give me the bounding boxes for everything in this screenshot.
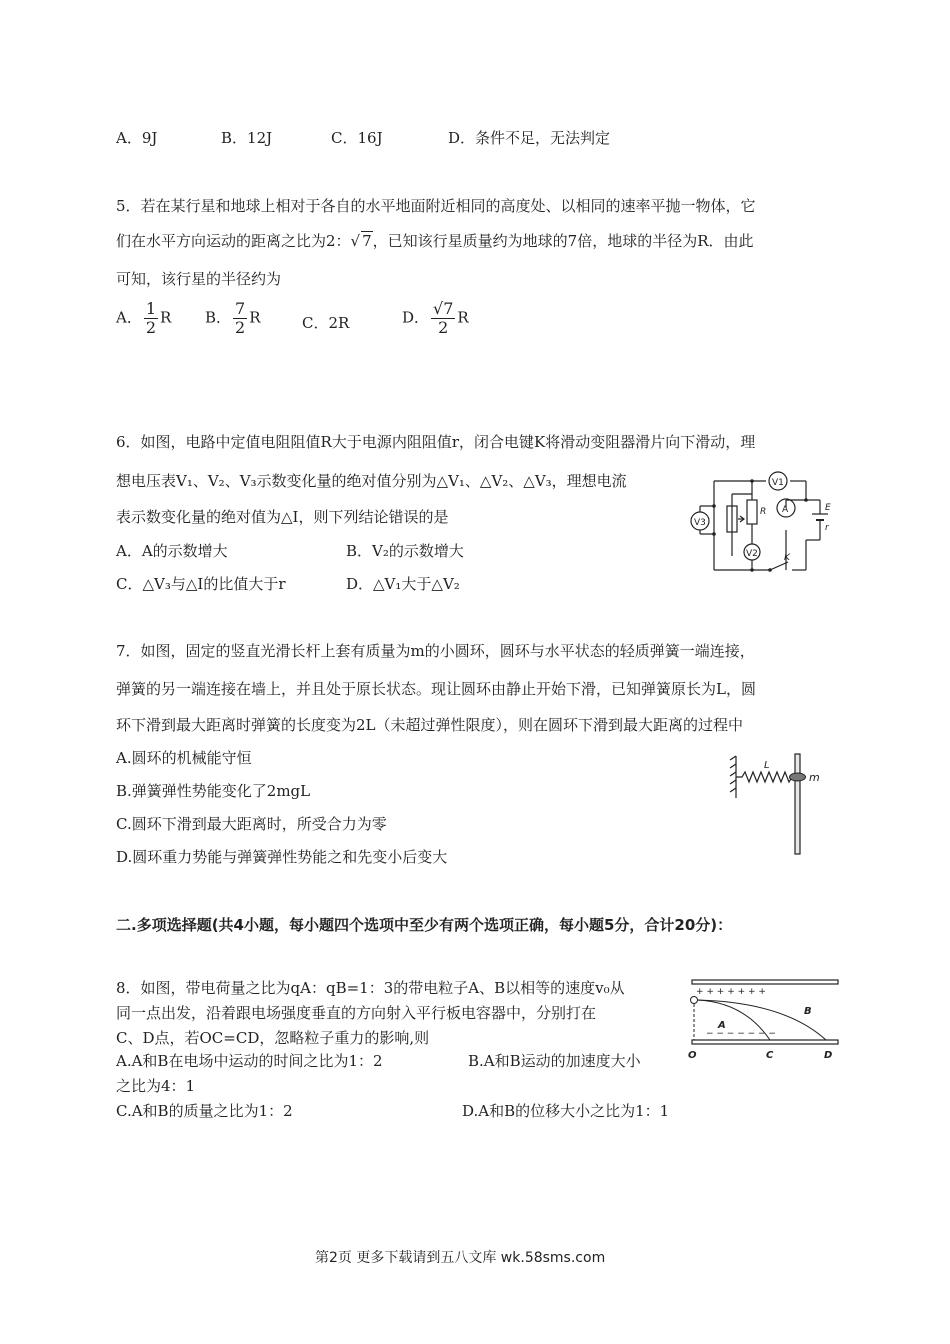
q5-line2-a: 们在水平方向运动的距离之比为2： bbox=[116, 232, 351, 250]
q5-opt-d-label: D． bbox=[402, 308, 430, 327]
q5-opt-d-den: 2 bbox=[438, 318, 449, 337]
q5-opt-b-label: B． bbox=[205, 308, 232, 327]
q8-line2: 同一点出发，沿着跟电场强度垂直的方向射入平行板电容器中，分别打在 bbox=[116, 1004, 597, 1022]
q6-resistor-label: R bbox=[760, 507, 767, 517]
q8-line1: 8．如图，带电荷量之比为qA：qB=1：3的带电粒子A、B以相等的速度v₀从 bbox=[116, 979, 625, 997]
q6-circuit-diagram bbox=[680, 464, 840, 579]
q8-label-a: A bbox=[718, 1020, 726, 1031]
q7-line2: 弹簧的另一端连接在墙上，并且处于原长状态。现让圆环由静止开始下滑，已知弹簧原长为L，圆 bbox=[116, 680, 756, 698]
q5-option-b bbox=[205, 300, 261, 337]
q7-mass-label: m bbox=[809, 771, 820, 784]
q7-option-b: B.弹簧弹性势能变化了2mgL bbox=[116, 782, 311, 800]
q5-opt-b-fraction bbox=[233, 300, 247, 337]
q6-emf-label: E bbox=[825, 503, 831, 513]
q5-opt-b-unit: R bbox=[249, 308, 261, 327]
q8-label-b: B bbox=[804, 1006, 812, 1017]
q7-option-c: C.圆环下滑到最大距离时，所受合力为零 bbox=[116, 815, 387, 833]
q6-line1: 6．如图，电路中定值电阻阻值R大于电源内阻阻值r，闭合电键K将滑动变阻器滑片向下滑动，理 bbox=[116, 433, 756, 451]
q5-opt-a-fraction bbox=[144, 300, 158, 337]
q8-option-b-part1: B.A和B运动的加速度大小 bbox=[468, 1052, 641, 1070]
q5-opt-a-unit: R bbox=[160, 308, 172, 327]
q5-line3: 可知，该行星的半径约为 bbox=[116, 270, 282, 288]
q8-option-c: C.A和B的质量之比为1：2 bbox=[116, 1102, 293, 1120]
q6-v2-label: V2 bbox=[746, 549, 758, 559]
q8-option-d: D.A和B的位移大小之比为1：1 bbox=[462, 1102, 670, 1120]
q7-option-a: A.圆环的机械能守恒 bbox=[116, 749, 252, 767]
q7-line3: 环下滑到最大距离时弹簧的长度变为2L（未超过弹性限度），则在圆环下滑到最大距离的过程中 bbox=[116, 716, 744, 734]
q5-option-c: C．2R bbox=[302, 314, 350, 332]
page-footer: 第2页 更多下载请到五八文库 wk.58sms.com bbox=[315, 1250, 606, 1266]
q5-option-a bbox=[116, 300, 171, 337]
section2-heading: 二.多项选择题(共4小题，每小题四个选项中至少有两个选项正确，每小题5分，合计20分)： bbox=[116, 916, 733, 934]
q5-opt-b-num: 7 bbox=[235, 299, 246, 318]
q5-line2-b: ，已知该行星质量约为地球的7倍，地球的半径为R．由此 bbox=[372, 232, 754, 250]
q5-opt-d-num: √7 bbox=[433, 299, 454, 318]
q7-option-d: D.圆环重力势能与弹簧弹性势能之和先变小后变大 bbox=[116, 848, 448, 866]
q6-v3-label: V3 bbox=[694, 518, 706, 528]
q5-opt-a-den: 2 bbox=[145, 318, 157, 337]
q8-minus-row: − − − − − − − bbox=[706, 1029, 776, 1039]
q6-line2: 想电压表V₁、V₂、V₃示数变化量的绝对值分别为△V₁、△V₂、△V₃，理想电流 bbox=[116, 472, 627, 490]
q4-option-a: A．9J bbox=[116, 129, 158, 147]
q4-option-b: B．12J bbox=[221, 129, 273, 147]
q6-option-c: C．△V₃与△I的比值大于r bbox=[116, 575, 286, 593]
q8-plus-row: + + + + + + + bbox=[696, 987, 766, 997]
q6-option-b: B．V₂的示数增大 bbox=[346, 542, 464, 560]
q5-opt-a-num: 1 bbox=[145, 299, 157, 318]
q7-spring-label: L bbox=[764, 760, 770, 771]
q8-label-c: C bbox=[766, 1050, 774, 1061]
q8-label-o: O bbox=[688, 1050, 697, 1061]
q5-line1: 5．若在某行星和地球上相对于各自的水平地面附近相同的高度处、以相同的速率平抛一物体，它 bbox=[116, 197, 756, 215]
q8-option-b-part2: 之比为4：1 bbox=[116, 1077, 196, 1095]
q5-opt-b-den: 2 bbox=[235, 318, 246, 337]
q6-option-d: D．△V₁大于△V₂ bbox=[346, 575, 460, 593]
q5-opt-a-label: A． bbox=[116, 308, 142, 327]
q8-label-d: D bbox=[824, 1050, 833, 1061]
q6-ammeter-label: A bbox=[782, 505, 789, 515]
q6-line3: 表示数变化量的绝对值为△I，则下列结论错误的是 bbox=[116, 508, 449, 526]
q5-line2 bbox=[116, 230, 754, 251]
q6-switch-label: K bbox=[784, 553, 790, 563]
q4-option-c: C．16J bbox=[331, 129, 383, 147]
q7-line1: 7．如图，固定的竖直光滑长杆上套有质量为m的小圆环，圆环与水平状态的轻质弹簧一端连接， bbox=[116, 642, 755, 660]
q8-line3: C、D点，若OC=CD，忽略粒子重力的影响,则 bbox=[116, 1029, 430, 1047]
sqrt-symbol: √ bbox=[350, 232, 361, 250]
q7-spring-diagram bbox=[724, 750, 824, 856]
q5-opt-d-fraction bbox=[431, 300, 455, 337]
q6-option-a: A．A的示数增大 bbox=[116, 542, 228, 560]
q6-internal-label: r bbox=[825, 523, 829, 533]
q8-capacitor-diagram bbox=[684, 972, 844, 1064]
q8-option-a: A.A和B在电场中运动的时间之比为1：2 bbox=[116, 1052, 383, 1070]
q5-option-d bbox=[402, 300, 469, 337]
q4-option-d: D．条件不足，无法判定 bbox=[448, 129, 611, 147]
q5-sqrt-7: 7 bbox=[362, 232, 372, 250]
q5-opt-d-unit: R bbox=[457, 308, 469, 327]
q6-v1-label: V1 bbox=[772, 478, 784, 488]
